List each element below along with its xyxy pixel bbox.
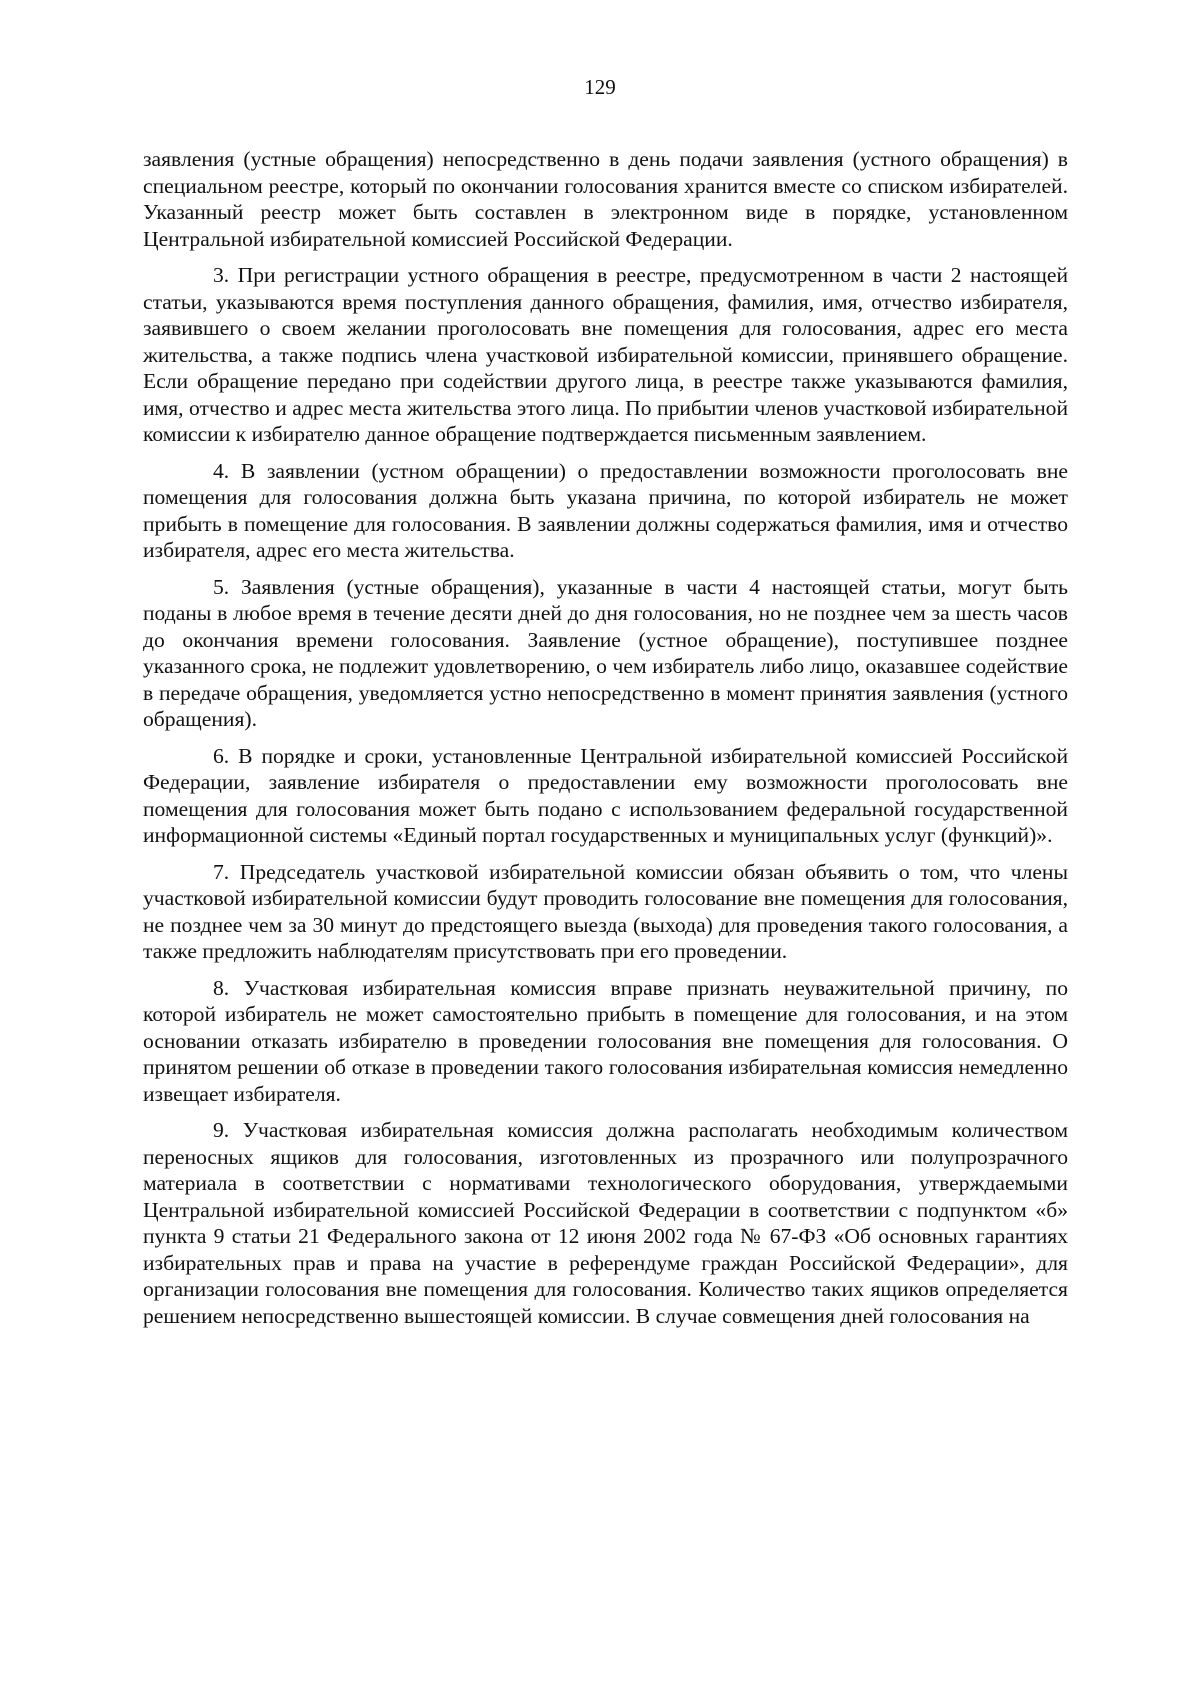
paragraph-9: 9. Участковая избирательная комиссия должна располагать необходимым количеством переносных ящиков для голосования, изготовленных из прозрачного или полупрозрачного материала в соответствии с нормативами технологического оборудования, утверждаемыми Центральной избирательной комиссией Российской Федерации в соответствии с подпунктом «б» пункта 9 статьи 21 Федерального закона от 12 июня 2002 года № 67-ФЗ «Об основных гарантиях избирательных прав и права на участие в референдуме граждан Российской Федерации», для организации голосования вне помещения для голосования. Количество таких ящиков определяется решением непосредственно вышестоящей комиссии. В случае совмещения дней голосования на	[143, 1118, 1068, 1328]
paragraph-5: 5. Заявления (устные обращения), указанные в части 4 настоящей статьи, могут быть поданы в любое время в течение десяти дней до дня голосования, но не позднее чем за шесть часов до окончания времени голосования. Заявление (устное обращение), поступившее позднее указанного срока, не подлежит удовлетворению, о чем избиратель либо лицо, оказавшее содействие в передаче обращения, уведомляется устно непосредственно в момент принятия заявления (устного обращения).	[143, 574, 1068, 731]
document-body	[143, 146, 1068, 1329]
paragraph-continuation: заявления (устные обращения) непосредственно в день подачи заявления (устного обращения) в специальном реестре, который по окончании голосования хранится вместе со списком избирателей. Указанный реестр может быть составлен в электронном виде в порядке, установленном Центральной избирательной комиссией Российской Федерации.	[143, 147, 1068, 251]
paragraph-6: 6. В порядке и сроки, установленные Центральной избирательной комиссией Российской Федерации, заявление избирателя о предоставлении ему возможности проголосовать вне помещения для голосования может быть подано с использованием федеральной государственной информационной системы «Единый портал государственных и муниципальных услуг (функций)».	[143, 743, 1068, 847]
paragraph-7: 7. Председатель участковой избирательной комиссии обязан объявить о том, что члены участковой избирательной комиссии будут проводить голосование вне помещения для голосования, не позднее чем за 30 минут до предстоящего выезда (выхода) для проведения такого голосования, а также предложить наблюдателям присутствовать при его проведении.	[143, 859, 1068, 963]
page-number: 129	[584, 75, 616, 99]
paragraph-3: 3. При регистрации устного обращения в реестре, предусмотренном в части 2 настоящей статьи, указываются время поступления данного обращения, фамилия, имя, отчество избирателя, заявившего о своем желании проголосовать вне помещения для голосования, адрес его места жительства, а также подпись члена участковой избирательной комиссии, принявшего обращение. Если обращение передано при содействии другого лица, в реестре также указываются фамилия, имя, отчество и адрес места жительства этого лица. По прибытии членов участковой избирательной комиссии к избирателю данное обращение подтверждается письменным заявлением.	[143, 263, 1068, 446]
paragraph-8: 8. Участковая избирательная комиссия вправе признать неуважительной причину, по которой избиратель не может самостоятельно прибыть в помещение для голосования, и на этом основании отказать избирателю в проведении голосования вне помещения для голосования. О принятом решении об отказе в проведении такого голосования избирательная комиссия немедленно извещает избирателя.	[143, 975, 1068, 1106]
paragraph-4: 4. В заявлении (устном обращении) о предоставлении возможности проголосовать вне помещения для голосования должна быть указана причина, по которой избиратель не может прибыть в помещение для голосования. В заявлении должны содержаться фамилия, имя и отчество избирателя, адрес его места жительства.	[143, 458, 1068, 562]
